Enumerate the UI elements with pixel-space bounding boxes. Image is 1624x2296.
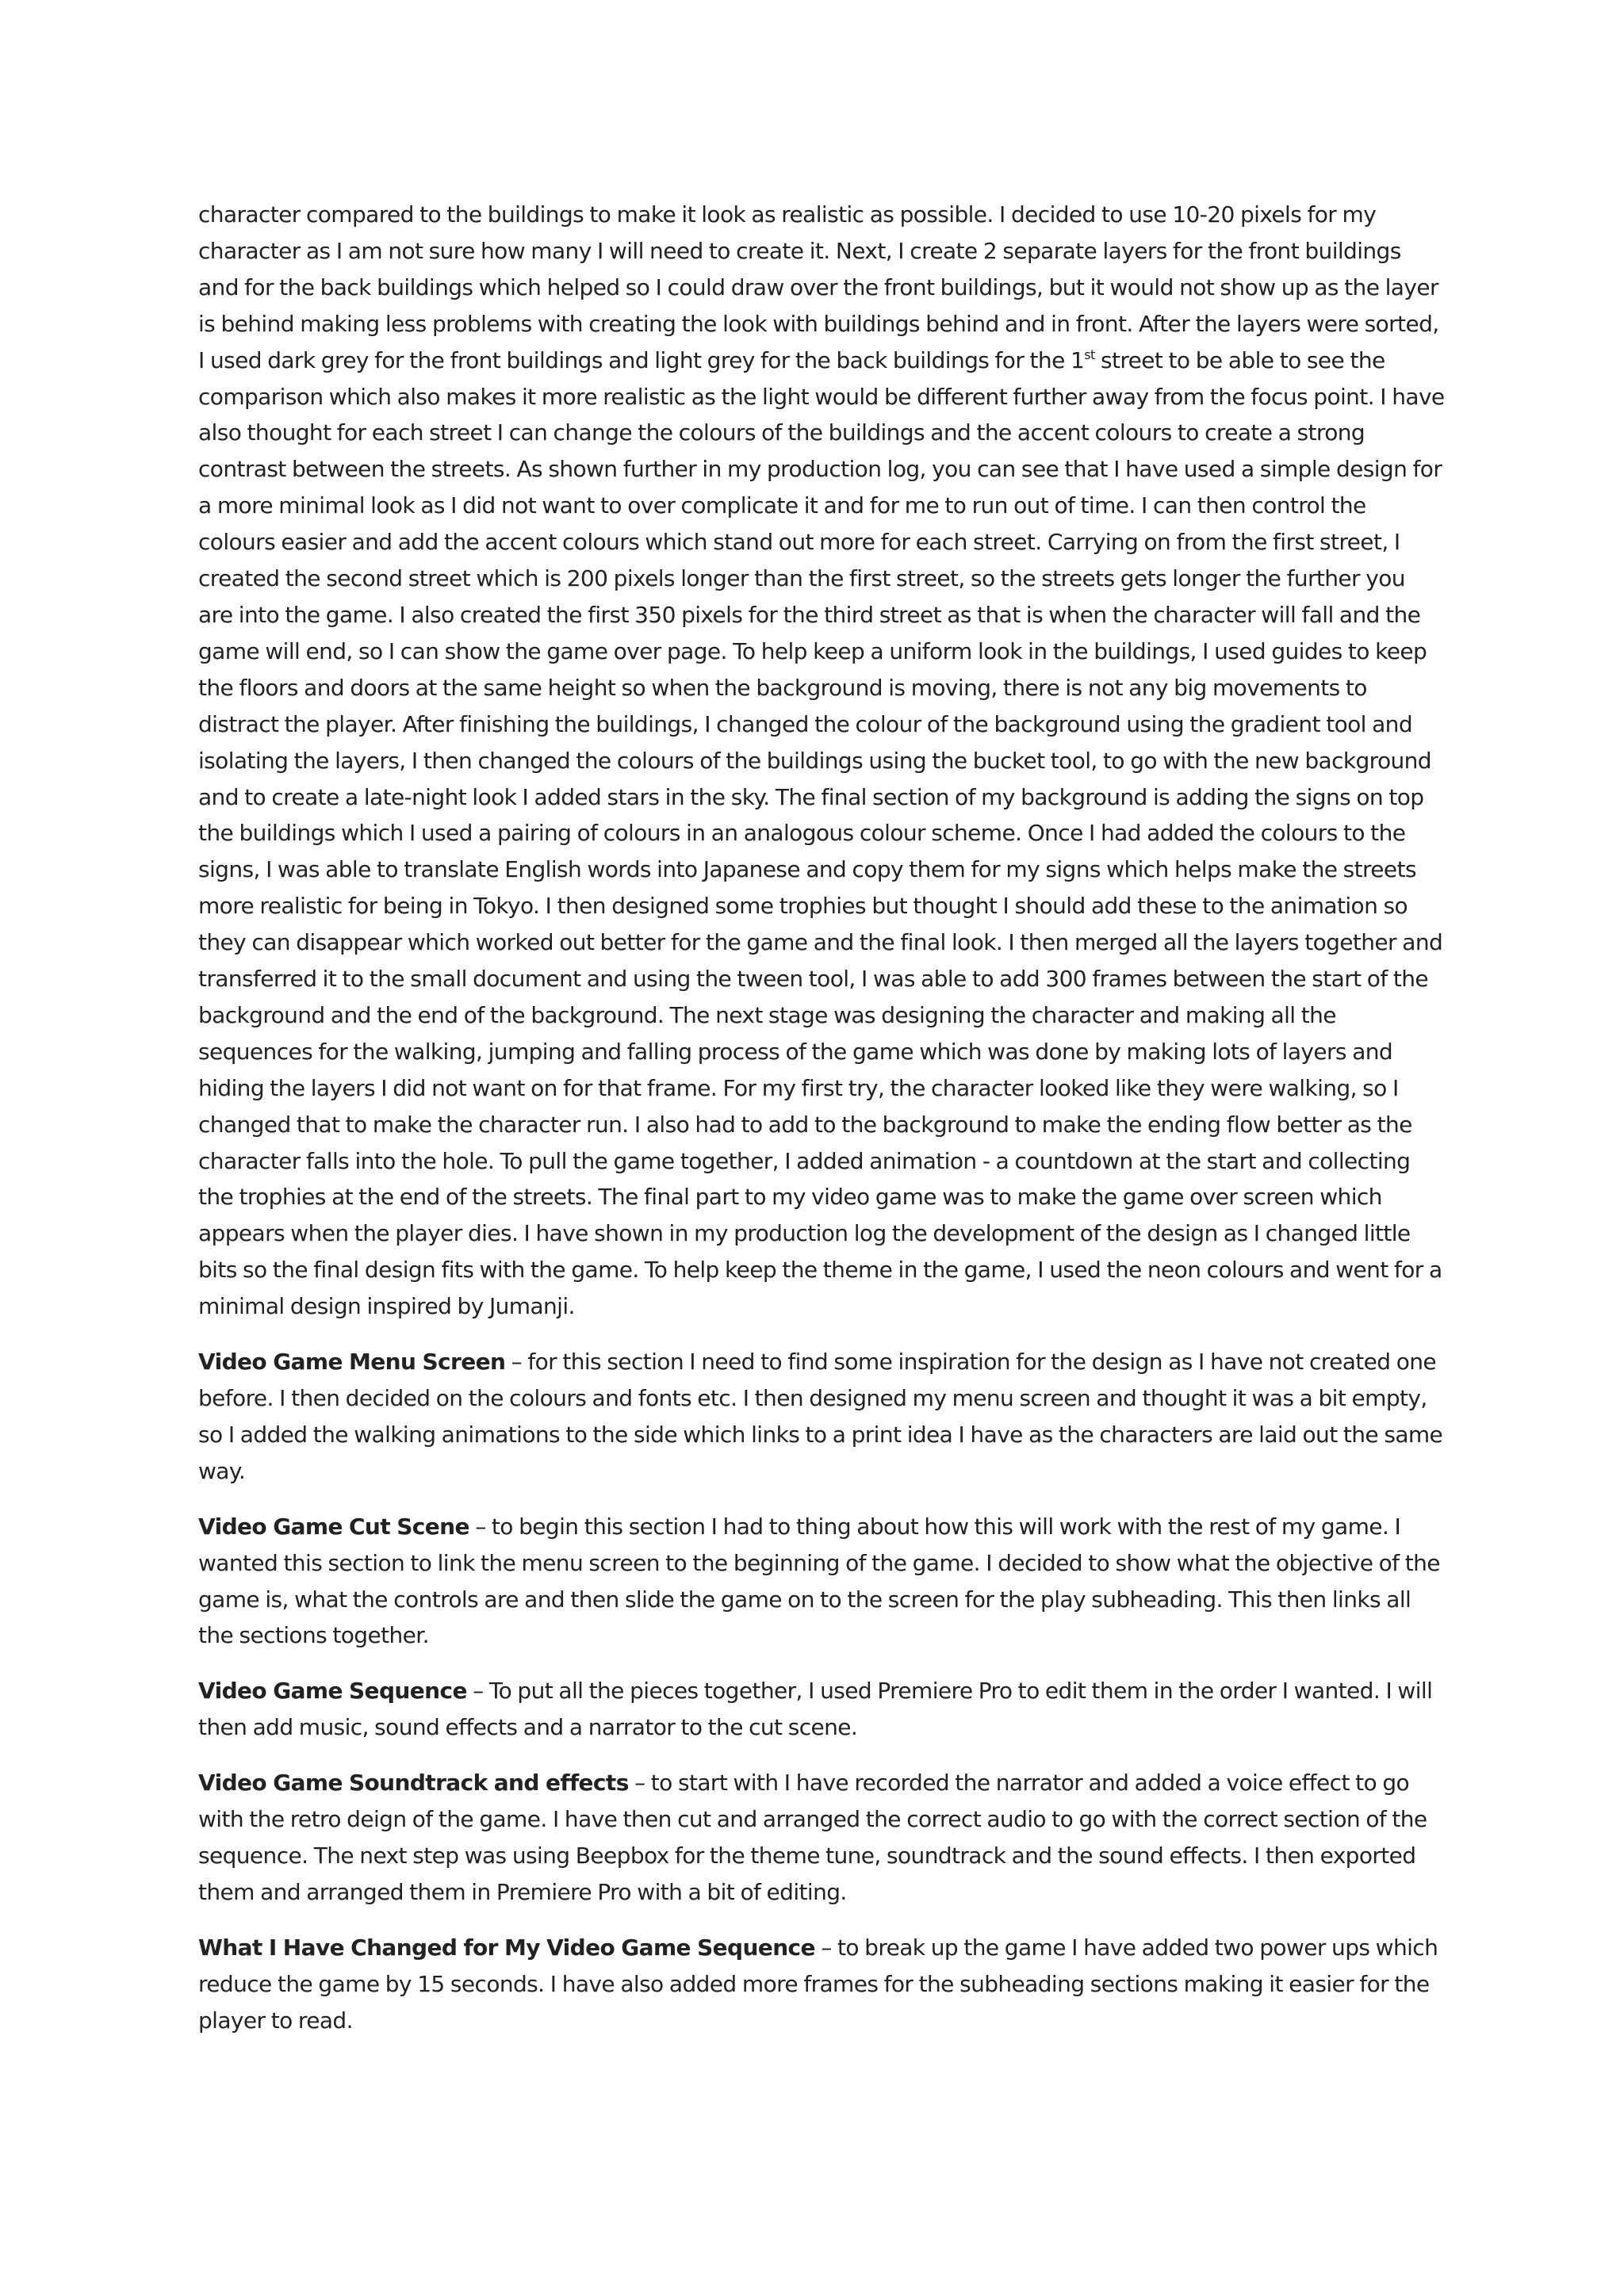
section-menu-screen: [198, 1344, 1445, 1490]
section-text: – to break up the game I have added two power ups which reduce the game by 15 seconds. I have also added more frames for the subheading sections making it easier for the player to read.: [198, 1934, 1438, 2034]
intro-text-end: street to be able to see the comparison which also makes it more realistic as the light would be different further away from the focus point. I have also thought for each street I can change the colours of the buildings and the accent colours to create a strong contrast between the streets. As shown further in my production log, you can see that I have used a simple design for a more minimal look as I did not want to over complicate it and for me to run out of time. I can then control the colours easier and add the accent colours which stand out more for each street. Carrying on from the first street, I created the second street which is 200 pixels longer than the first street, so the streets gets longer the further you are into the game. I also created the first 350 pixels for the third street as that is when the character will fall and the game will end, so I can show the game over page. To help keep a uniform look in the buildings, I used guides to keep the floors and doors at the same height so when the background is moving, there is not any big movements to distract the player. After finishing the buildings, I changed the colour of the background using the gradient tool and isolating the layers, I then changed the colours of the buildings using the bucket tool, to go with the new background and to create a late-night look I added stars in the sky. The final section of my background is adding the signs on top the buildings which I used a pairing of colours in an analogous colour scheme. Once I had added the colours to the signs, I was able to translate English words into Japanese and copy them for my signs which helps make the streets more realistic for being in Tokyo. I then designed some trophies but thought I should add these to the animation so they can disappear which worked out better for the game and the final look. I then merged all the layers together and transferred it to the small document and using the tween tool, I was able to add 300 frames between the start of the background and the end of the background. The next stage was designing the character and making all the sequences for the walking, jumping and falling process of the game which was done by making lots of layers and hiding the layers I did not want on for that frame. For my first try, the character looked like they were walking, so I changed that to make the character run. I also had to add to the background to make the ending flow better as the character falls into the hole. To pull the game together, I added animation - a countdown at the start and collecting the trophies at the end of the streets. The final part to my video game was to make the game over screen which appears when the player dies. I have shown in my production log the development of the design as I changed little bits so the final design fits with the game. To help keep the theme in the game, I used the neon colours and went for a minimal design inspired by Jumanji.: [198, 346, 1445, 1320]
section-title: What I Have Changed for My Video Game Sequence: [198, 1934, 815, 1961]
section-text: – to begin this section I had to thing about how this will work with the rest of my game. I wanted this section to link the menu screen to the beginning of the game. I decided to show what the objective of the game is, what the controls are and then slide the game on to the screen for the play subheading. This then links all the sections together.: [198, 1513, 1440, 1649]
ordinal-suffix: st: [1084, 346, 1095, 362]
section-title: Video Game Sequence: [198, 1678, 467, 1705]
section-text: – to start with I have recorded the narrator and added a voice effect to go with the retro deign of the game. I have then cut and arranged the correct audio to go with the correct section of the sequence. The next step was using Beepbox for the theme tune, soundtrack and the sound effects. I then exported them and arranged them in Premiere Pro with a bit of editing.: [198, 1770, 1427, 1905]
section-cut-scene: [198, 1509, 1445, 1655]
section-text: – To put all the pieces together, I used Premiere Pro to edit them in the order I wanted. I will then add music, sound effects and a narrator to the cut scene.: [198, 1678, 1433, 1741]
section-soundtrack: [198, 1765, 1445, 1911]
section-title: Video Game Soundtrack and effects: [198, 1770, 629, 1797]
section-changes: [198, 1930, 1445, 2039]
intro-text-start: character compared to the buildings to make it look as realistic as possible. I decided to use 10-20 pixels for my character as I am not sure how many I will need to create it. Next, I create 2 separate layers for the front buildings and for the back buildings which helped so I could draw over the front buildings, but it would not show up as the layer is behind making less problems with creating the look with buildings behind and in front. After the layers were sorted, I used dark grey for the front buildings and light grey for the back buildings for the 1: [198, 201, 1439, 373]
section-title: Video Game Cut Scene: [198, 1513, 469, 1540]
section-title: Video Game Menu Screen: [198, 1349, 506, 1376]
document-page: [198, 197, 1445, 2058]
section-text: – for this section I need to find some inspiration for the design as I have not created one before. I then decided on the colours and fonts etc. I then designed my menu screen and thought it was a bit empty, so I added the walking animations to the side which links to a print idea I have as the characters are laid out the same way.: [198, 1349, 1443, 1484]
intro-paragraph: [198, 197, 1445, 1325]
section-sequence: [198, 1673, 1445, 1746]
